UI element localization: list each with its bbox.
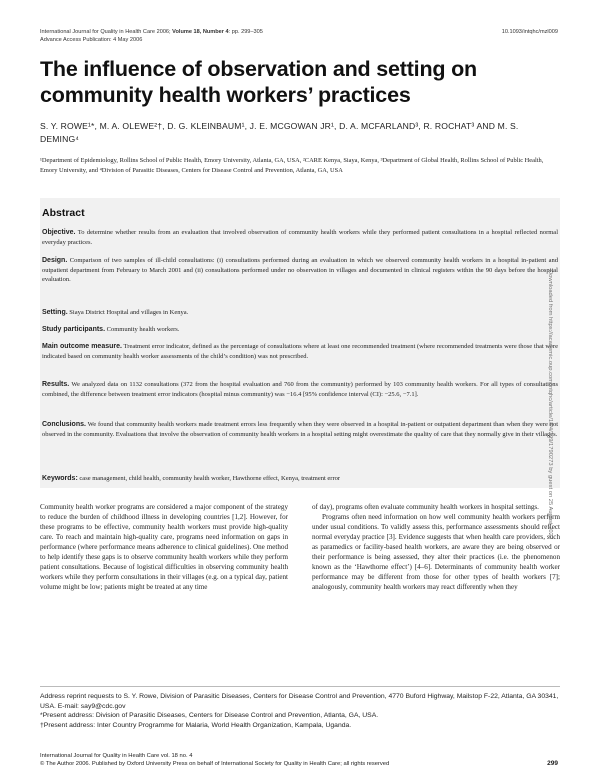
present-address-footnote: †Present address: Inter Country Programme for Malaria, World Health Organization, Kampala, Uganda. bbox=[40, 721, 352, 729]
body-paragraph: Community health worker programs are considered a major component of the strategy to reduce the burden of childhood illness in developing countries [1,2]. However, for these programs to be effective, community health workers must provide high-quality care. To reach and maintain high-quality care, programs need information on gaps in performance (where performance means adherence to clinical guidelines). One method to help identify these gaps is to observe community health workers while they perform patient consultations. Because of logistical difficulties in observing community health workers while they perform consultations in their villages (e.g. on a typical day, patient volume might be low; patients might be treated at any time bbox=[40, 503, 288, 591]
download-watermark: Downloaded from https://academic.oup.com/intqhc/article/18/4/299/1790273 by guest on 25 August 2022 bbox=[547, 270, 553, 540]
present-address-footnote: *Present address: Division of Parasitic Diseases, Centers for Disease Control and Prevention, Atlanta, GA, USA. bbox=[40, 712, 379, 720]
doi: 10.1093/intqhc/mzl009 bbox=[501, 29, 558, 35]
body-paragraph: of day), programs often evaluate community health workers in hospital settings. bbox=[312, 503, 539, 511]
abstract-objective: Objective. To determine whether results from an evaluation that involved observation of community health workers while they performed patient consultations in a hospital reflected normal everyday practices. bbox=[42, 229, 558, 246]
footnotes bbox=[40, 692, 560, 730]
footer-copyright: © The Author 2006. Published by Oxford University Press on behalf of International Society for Quality in Health Care; all rights reserved bbox=[40, 761, 390, 767]
abstract-heading: Abstract bbox=[42, 207, 85, 219]
page-number: 299 bbox=[547, 760, 558, 767]
affiliations: ¹Department of Epidemiology, Rollins School of Public Health, Emory University, Atlanta, GA, USA, ²CARE Kenya, Siaya, Kenya, ³Department of Global Health, Rollins School of Public Health, Emory University, and ⁴Division of Parasitic Diseases, Centers for Disease Control and Prevention, Atlanta, GA, USA bbox=[40, 157, 544, 174]
journal-citation: International Journal for Quality in Health Care 2006; Volume 18, Number 4: pp. 299–305 bbox=[40, 29, 263, 35]
advance-access-line: Advance Access Publication: 4 May 2006 bbox=[40, 37, 143, 43]
address-footnote: Address reprint requests to S. Y. Rowe, Division of Parasitic Diseases, Centers for Disease Control and Prevention, 4770 Buford Highway, Mailstop F-22, Atlanta, GA 30341, USA. E-mail: say9@cdc.gov bbox=[40, 693, 559, 710]
footnote-divider bbox=[40, 686, 560, 687]
body-paragraph: Programs often need information on how well community health workers perform under usual conditions. To validly assess this, performance assessments should reflect normal everyday practice [3]. Evidence suggests that when health care providers, such as paramedics or facility-based health workers, are aware they are being observed or their performance is being assessed, they alter their practices (i.e. the phenomenon known as the ‘Hawthorne effect’) [4–6]. Determinants of community health worker performance may be different from those for other types of health workers [7]; analogously, community health workers may react differently when they bbox=[312, 513, 560, 591]
footer-journal: International Journal for Quality in Health Care vol. 18 no. 4 bbox=[40, 753, 193, 759]
abstract-results: Results. We analyzed data on 1132 consultations (372 from the hospital evaluation and 760 from the community) performed by 103 community health workers. For all types of consultations combined, the difference between treatment error indicators (hospital minus community) was −16.4 [95% confidence interval (CI): −25.6, −7.1]. bbox=[42, 381, 558, 398]
author-list: S. Y. ROWE¹*, M. A. OLEWE²†, D. G. KLEINBAUM¹, J. E. MCGOWAN JR¹, D. A. MCFARLAND³, R. ROCHAT³ AND M. S. DEMING⁴ bbox=[40, 121, 519, 144]
abstract-keywords: Keywords: case management, child health, community health worker, Hawthorne effect, Kenya, treatment error bbox=[42, 475, 341, 482]
abstract-setting: Setting. Siaya District Hospital and villages in Kenya. bbox=[42, 309, 189, 316]
page-footer bbox=[40, 752, 560, 768]
article-title: The influence of observation and setting on community health workers’ practices bbox=[40, 57, 477, 107]
abstract-outcome: Main outcome measure. Treatment error indicator, defined as the percentage of consultations where at least one recommended treatment (where recommended treatments were those that were indicated based on community health worker assessments of the child’s condition) was not prescribed. bbox=[42, 343, 558, 360]
body-left-column bbox=[40, 502, 288, 592]
abstract-participants: Study participants. Community health workers. bbox=[42, 326, 180, 333]
abstract-design: Design. Comparison of two samples of ill-child consultations: (i) consultations performed during an evaluation in which we observed community health workers in a hospital in-patient and outpatient department from February to March 2001 and (ii) consultations performed under no observation in villages and documented in clinical registers within the 90 days before the hospital evaluation. bbox=[42, 257, 558, 284]
body-right-column bbox=[312, 502, 560, 592]
abstract-conclusions: Conclusions. We found that community health workers made treatment errors less frequently when they were observed in a hospital in-patient or outpatient department than when they were not observed in the community. Evaluations that involve the observation of community health workers in a hospital setting might overestimate the quality of care that they normally give in their villages. bbox=[42, 421, 558, 438]
